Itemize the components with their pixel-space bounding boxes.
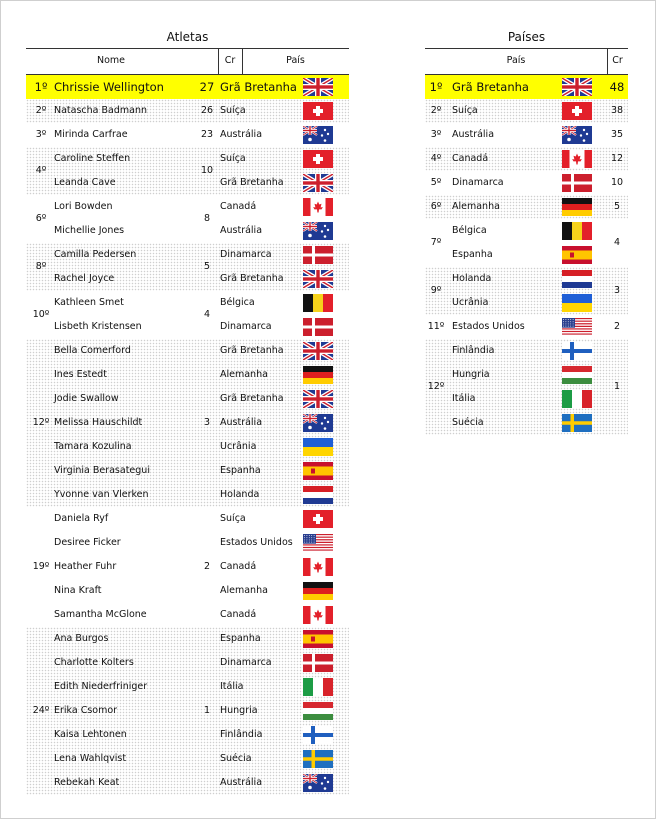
athlete-name: Heather Fuhr <box>54 561 117 572</box>
athlete-country: Austrália <box>220 417 263 428</box>
athlete-name: Virginia Berasategui <box>54 465 150 476</box>
athlete-name: Michellie Jones <box>54 225 125 236</box>
athlete-row[interactable] <box>26 699 349 723</box>
rank-label: 6º <box>430 201 442 212</box>
rank-label: 4º <box>35 165 47 176</box>
athlete-rank-group <box>26 339 349 507</box>
country-rank-group <box>425 315 628 339</box>
athlete-rank-group <box>26 195 349 243</box>
athlete-name: Jodie Swallow <box>54 393 119 404</box>
ch-flag-graphic <box>303 510 333 528</box>
cr-value: 1 <box>203 705 211 716</box>
country-rank-group <box>425 99 628 123</box>
rank-label: 3º <box>35 129 47 140</box>
header-name: Nome <box>96 55 126 66</box>
cr-value: 48 <box>609 80 625 94</box>
au-flag-graphic <box>303 126 333 144</box>
hu-flag-graphic <box>562 366 592 384</box>
athlete-row[interactable] <box>26 627 349 651</box>
country-rank-group <box>425 339 628 435</box>
country-name: Austrália <box>452 129 495 140</box>
rank-label: 9º <box>430 285 442 296</box>
athlete-row[interactable] <box>26 603 349 627</box>
cr-value: 3 <box>203 417 211 428</box>
be-flag-graphic <box>562 222 592 240</box>
ca-flag-graphic <box>303 606 333 624</box>
rank-label: 3º <box>430 129 442 140</box>
rank-label: 2º <box>430 105 442 116</box>
athlete-row[interactable] <box>26 339 349 363</box>
cr-value: 38 <box>610 105 624 116</box>
athlete-name: Kaisa Lehtonen <box>54 729 127 740</box>
athlete-row[interactable] <box>26 75 349 99</box>
rank-label: 7º <box>430 237 442 248</box>
athlete-row[interactable] <box>26 147 349 171</box>
country-rank-group <box>425 171 628 195</box>
athlete-name: Kathleen Smet <box>54 297 124 308</box>
se-flag-graphic <box>562 414 592 432</box>
rank-label: 10º <box>32 309 50 320</box>
country-row[interactable] <box>425 99 628 123</box>
uk-flag-graphic <box>303 78 333 96</box>
athlete-row[interactable] <box>26 459 349 483</box>
athlete-name: Tamara Kozulina <box>54 441 132 452</box>
athlete-row[interactable] <box>26 171 349 195</box>
athlete-row[interactable] <box>26 195 349 219</box>
dk-flag-graphic <box>303 318 333 336</box>
athlete-rank-group <box>26 99 349 123</box>
athlete-name: Chrissie Wellington <box>54 80 164 94</box>
athlete-country: Austrália <box>220 225 263 236</box>
athletes-table <box>26 28 349 795</box>
athlete-country: Alemanha <box>220 585 268 596</box>
cr-value: 2 <box>613 321 621 332</box>
cr-value: 10 <box>200 165 214 176</box>
athlete-name: Rachel Joyce <box>54 273 115 284</box>
athlete-row[interactable] <box>26 531 349 555</box>
athletes-header <box>26 48 349 75</box>
rank-label: 12º <box>427 381 445 392</box>
athlete-name: Rebekah Keat <box>54 777 120 788</box>
country-name: Canadá <box>452 153 489 164</box>
athlete-country: Estados Unidos <box>220 537 293 548</box>
athlete-row[interactable] <box>26 675 349 699</box>
athlete-row[interactable] <box>26 123 349 147</box>
athlete-name: Ines Estedt <box>54 369 107 380</box>
athlete-country: Grã Bretanha <box>220 80 297 94</box>
ua-flag-graphic <box>562 294 592 312</box>
cr-value: 8 <box>203 213 211 224</box>
athlete-name: Erika Csomor <box>54 705 118 716</box>
country-name: Bélgica <box>452 225 487 236</box>
athlete-country: Suíça <box>220 513 246 524</box>
athlete-row[interactable] <box>26 483 349 507</box>
athlete-country: Hungria <box>220 705 258 716</box>
de-flag-graphic <box>303 366 333 384</box>
athlete-name: Leanda Cave <box>54 177 116 188</box>
athlete-country: Austrália <box>220 129 263 140</box>
rank-label: 1º <box>34 80 48 94</box>
country-row[interactable] <box>425 291 628 315</box>
country-row[interactable] <box>425 315 628 339</box>
athlete-name: Nina Kraft <box>54 585 102 596</box>
athlete-row[interactable] <box>26 363 349 387</box>
country-row[interactable] <box>425 123 628 147</box>
ca-flag-graphic <box>562 150 592 168</box>
athlete-row[interactable] <box>26 579 349 603</box>
countries-title: Países <box>507 30 546 44</box>
dk-flag-graphic <box>303 654 333 672</box>
au-flag-graphic <box>303 222 333 240</box>
country-rank-group <box>425 123 628 147</box>
athlete-country: Suíça <box>220 153 246 164</box>
athlete-row[interactable] <box>26 291 349 315</box>
us-flag-graphic <box>562 318 592 336</box>
athlete-name: Charlotte Kolters <box>54 657 134 668</box>
uk-flag-graphic <box>303 390 333 408</box>
uk-flag-graphic <box>303 342 333 360</box>
athlete-row[interactable] <box>26 411 349 435</box>
country-row[interactable] <box>425 195 628 219</box>
athlete-name: Natascha Badmann <box>54 105 147 116</box>
athlete-name: Yvonne van Vlerken <box>54 489 149 500</box>
country-name: Espanha <box>452 249 493 260</box>
rank-label: 11º <box>427 321 445 332</box>
cr-value: 4 <box>203 309 211 320</box>
cr-value: 5 <box>203 261 211 272</box>
au-flag-graphic <box>303 414 333 432</box>
cr-value: 26 <box>200 105 214 116</box>
header-country: País <box>506 55 526 66</box>
country-name: Ucrânia <box>452 297 489 308</box>
countries-body <box>425 75 628 435</box>
country-rank-group <box>425 219 628 267</box>
nl-flag-graphic <box>303 486 333 504</box>
hu-flag-graphic <box>303 702 333 720</box>
athlete-name: Edith Niederfriniger <box>54 681 148 692</box>
us-flag-graphic <box>303 534 333 552</box>
athlete-row[interactable] <box>26 267 349 291</box>
athlete-country: Espanha <box>220 633 261 644</box>
country-rank-group <box>425 147 628 171</box>
country-rank-group <box>425 75 628 99</box>
athlete-name: Lena Wahlqvist <box>54 753 127 764</box>
athletes-body <box>26 75 349 795</box>
athlete-name: Caroline Steffen <box>54 153 131 164</box>
countries-header <box>425 48 628 75</box>
athlete-country: Canadá <box>220 561 257 572</box>
athlete-row[interactable] <box>26 747 349 771</box>
rank-label: 4º <box>430 153 442 164</box>
it-flag-graphic <box>562 390 592 408</box>
country-name: Suécia <box>452 417 484 428</box>
athlete-country: Grã Bretanha <box>220 177 284 188</box>
au-flag-graphic <box>562 126 592 144</box>
country-row[interactable] <box>425 147 628 171</box>
country-name: Dinamarca <box>452 177 504 188</box>
rank-label: 2º <box>35 105 47 116</box>
au-flag-graphic <box>303 774 333 792</box>
athlete-name: Melissa Hauschildt <box>54 417 143 428</box>
athlete-country: Grã Bretanha <box>220 393 284 404</box>
cr-value: 23 <box>200 129 214 140</box>
countries-table <box>425 28 628 435</box>
athlete-rank-group <box>26 147 349 195</box>
country-row[interactable] <box>425 363 628 387</box>
athlete-country: Dinamarca <box>220 249 272 260</box>
country-row[interactable] <box>425 219 628 243</box>
athlete-country: Finlândia <box>220 729 263 740</box>
cr-value: 4 <box>613 237 621 248</box>
es-flag-graphic <box>303 462 333 480</box>
athlete-country: Austrália <box>220 777 263 788</box>
athlete-name: Samantha McGlone <box>54 609 147 620</box>
uk-flag-graphic <box>303 174 333 192</box>
country-name: Suíça <box>452 105 478 116</box>
athlete-name: Bella Comerford <box>54 345 131 356</box>
athlete-row[interactable] <box>26 99 349 123</box>
fi-flag-graphic <box>562 342 592 360</box>
cr-value: 12 <box>610 153 624 164</box>
uk-flag-graphic <box>303 270 333 288</box>
country-name: Alemanha <box>452 201 500 212</box>
athlete-country: Grã Bretanha <box>220 273 284 284</box>
athlete-country: Dinamarca <box>220 657 272 668</box>
cr-value: 1 <box>613 381 621 392</box>
athlete-row[interactable] <box>26 723 349 747</box>
cr-value: 27 <box>199 80 215 94</box>
athletes-title: Atletas <box>166 30 209 44</box>
athlete-row[interactable] <box>26 219 349 243</box>
fi-flag-graphic <box>303 726 333 744</box>
athlete-country: Bélgica <box>220 297 255 308</box>
country-row[interactable] <box>425 387 628 411</box>
country-name: Holanda <box>452 273 492 284</box>
header-country: País <box>286 55 305 66</box>
country-rank-group <box>425 267 628 315</box>
ca-flag-graphic <box>303 198 333 216</box>
rank-label: 8º <box>35 261 47 272</box>
header-cr: Cr <box>224 55 236 66</box>
rank-label: 6º <box>35 213 47 224</box>
athlete-country: Espanha <box>220 465 261 476</box>
athlete-rank-group <box>26 291 349 339</box>
ch-flag-graphic <box>303 102 333 120</box>
athlete-name: Daniela Ryf <box>54 513 109 524</box>
it-flag-graphic <box>303 678 333 696</box>
ua-flag-graphic <box>303 438 333 456</box>
country-name: Grã Bretanha <box>452 80 529 94</box>
ch-flag-graphic <box>303 150 333 168</box>
athlete-country: Holanda <box>220 489 260 500</box>
athlete-name: Lori Bowden <box>54 201 113 212</box>
rank-label: 12º <box>32 417 50 428</box>
athlete-row[interactable] <box>26 435 349 459</box>
athlete-row[interactable] <box>26 555 349 579</box>
country-row[interactable] <box>425 75 628 99</box>
cr-value: 35 <box>610 129 624 140</box>
nl-flag-graphic <box>562 270 592 288</box>
cr-value: 5 <box>613 201 621 212</box>
athlete-row[interactable] <box>26 507 349 531</box>
se-flag-graphic <box>303 750 333 768</box>
country-row[interactable] <box>425 267 628 291</box>
be-flag-graphic <box>303 294 333 312</box>
athlete-name: Desiree Ficker <box>54 537 121 548</box>
athlete-row[interactable] <box>26 771 349 795</box>
dk-flag-graphic <box>562 174 592 192</box>
country-row[interactable] <box>425 339 628 363</box>
de-flag-graphic <box>562 198 592 216</box>
athlete-name: Lisbeth Kristensen <box>54 321 142 332</box>
country-name: Estados Unidos <box>452 321 525 332</box>
athlete-country: Suíça <box>220 105 246 116</box>
country-row[interactable] <box>425 411 628 435</box>
athlete-country: Suécia <box>220 753 252 764</box>
athlete-name: Ana Burgos <box>54 633 109 644</box>
athlete-country: Canadá <box>220 609 257 620</box>
athlete-country: Alemanha <box>220 369 268 380</box>
es-flag-graphic <box>303 630 333 648</box>
ca-flag-graphic <box>303 558 333 576</box>
athlete-country: Itália <box>220 681 244 692</box>
rank-label: 19º <box>32 561 50 572</box>
athlete-country: Ucrânia <box>220 441 257 452</box>
header-cr: Cr <box>612 55 623 66</box>
de-flag-graphic <box>303 582 333 600</box>
country-row[interactable] <box>425 243 628 267</box>
country-name: Hungria <box>452 369 490 380</box>
athlete-rank-group <box>26 75 349 99</box>
athlete-row[interactable] <box>26 315 349 339</box>
cr-value: 10 <box>610 177 624 188</box>
athlete-country: Grã Bretanha <box>220 345 284 356</box>
rank-label: 24º <box>32 705 50 716</box>
cr-value: 2 <box>203 561 211 572</box>
athlete-rank-group <box>26 243 349 291</box>
rank-label: 1º <box>429 80 443 94</box>
country-name: Itália <box>452 393 476 404</box>
uk-flag-graphic <box>562 78 592 96</box>
ch-flag-graphic <box>562 102 592 120</box>
athlete-row[interactable] <box>26 651 349 675</box>
cr-value: 3 <box>613 285 621 296</box>
athlete-name: Camilla Pedersen <box>54 249 137 260</box>
athlete-country: Dinamarca <box>220 321 272 332</box>
athlete-country: Canadá <box>220 201 257 212</box>
athlete-rank-group <box>26 123 349 147</box>
athlete-row[interactable] <box>26 387 349 411</box>
athlete-rank-group <box>26 507 349 627</box>
es-flag-graphic <box>562 246 592 264</box>
country-rank-group <box>425 195 628 219</box>
athlete-rank-group <box>26 627 349 795</box>
rank-label: 5º <box>430 177 442 188</box>
athlete-row[interactable] <box>26 243 349 267</box>
country-name: Finlândia <box>452 345 495 356</box>
dk-flag-graphic <box>303 246 333 264</box>
athlete-name: Mirinda Carfrae <box>54 129 128 140</box>
country-row[interactable] <box>425 171 628 195</box>
